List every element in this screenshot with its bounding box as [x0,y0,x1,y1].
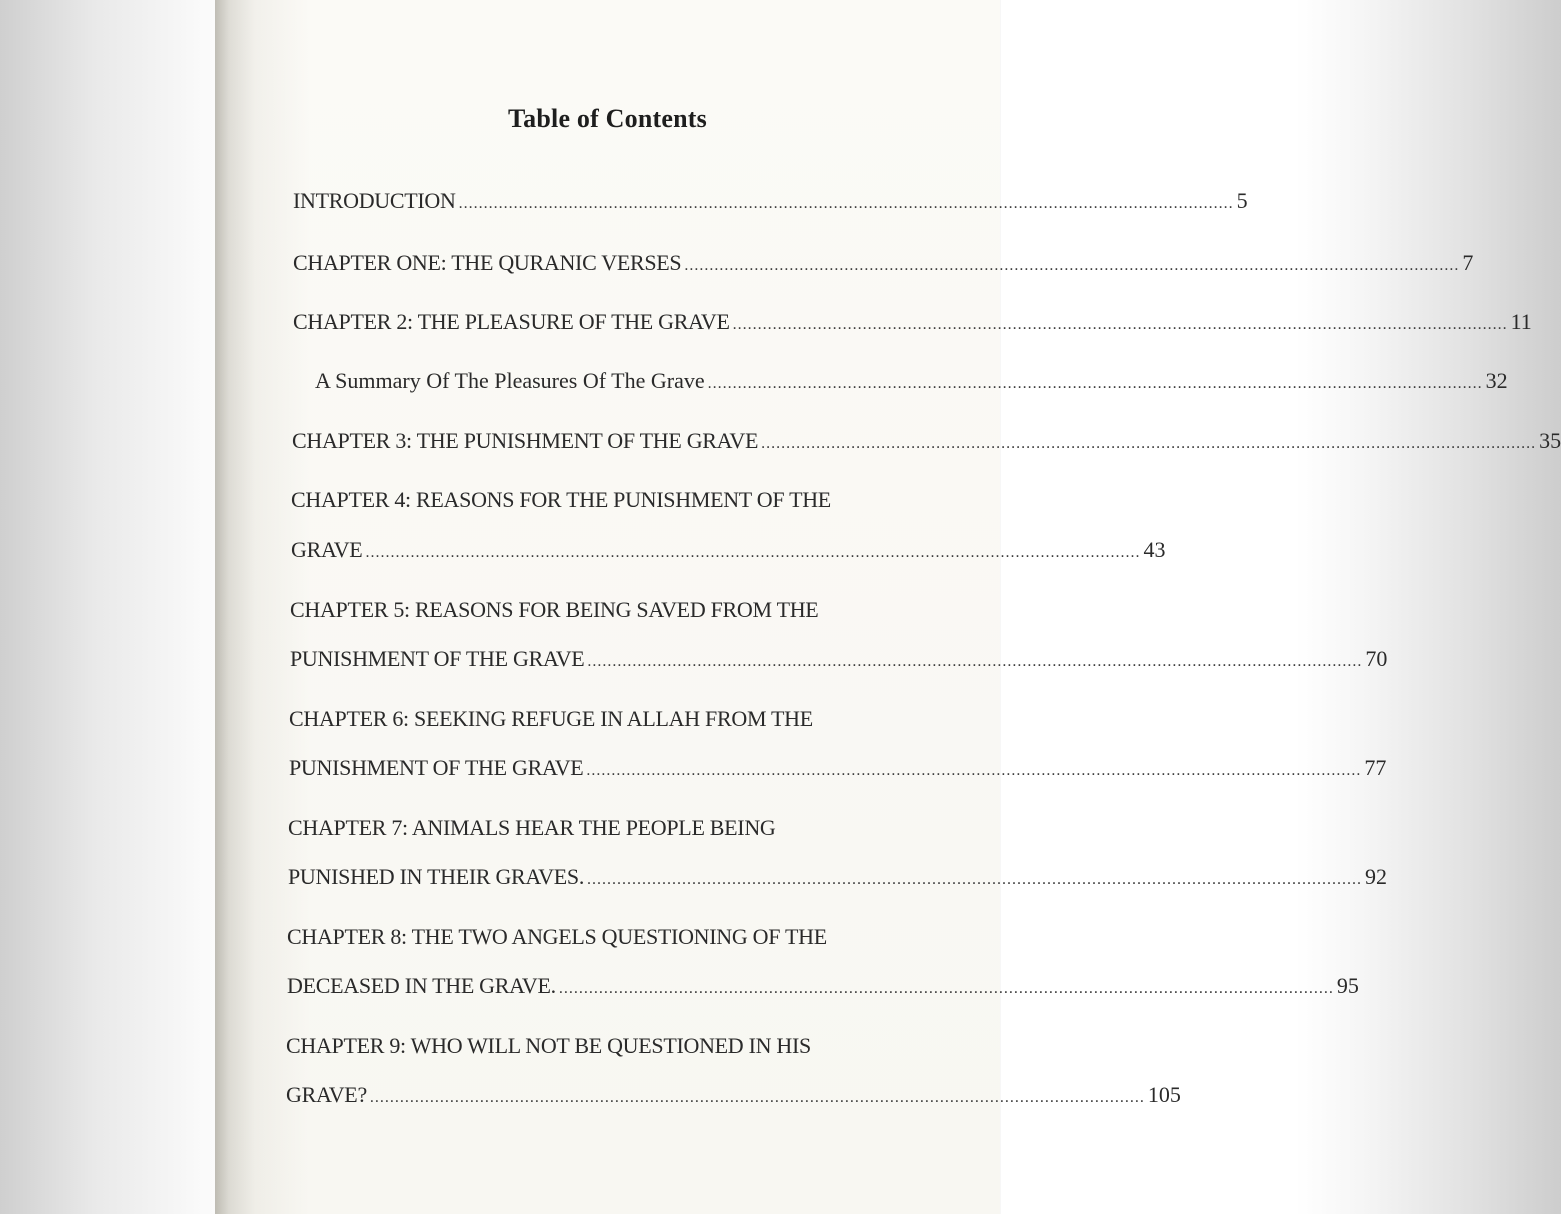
toc-entry-text: GRAVE? [286,1082,367,1107]
leader-dots: ........................................................................................................................................................... [587,871,1363,888]
toc-entry-page: 7 [1462,250,1474,275]
toc-entry-text: PUNISHED IN THEIR GRAVES. [288,864,585,889]
toc-entry-chapter-8-line2 [287,973,1359,999]
toc-entry-text: CHAPTER 6: SEEKING REFUGE IN ALLAH FROM THE [289,706,813,731]
toc-entry-text: INTRODUCTION [293,188,456,213]
table-of-contents [215,0,1561,1214]
toc-entry-text: CHAPTER 2: THE PLEASURE OF THE GRAVE [293,309,730,334]
toc-entry-chapter-4-line2 [291,537,1166,563]
toc-entry-chapter-8-line1 [287,924,907,950]
toc-entry-chapter-6-line2 [289,755,1387,781]
toc-entry-text: CHAPTER 7: ANIMALS HEAR THE PEOPLE BEING [288,815,776,840]
book-page [215,0,1561,1214]
toc-entry-text: CHAPTER 9: WHO WILL NOT BE QUESTIONED IN HIS [286,1033,811,1058]
leader-dots: ........................................................................................................................................................... [684,257,1460,274]
leader-dots: ........................................................................................................................................................... [369,1089,1145,1106]
toc-entry-summary [315,368,1508,394]
toc-entry-text: CHAPTER ONE: THE QURANIC VERSES [293,250,682,275]
toc-entry-text: DECEASED IN THE GRAVE. [287,973,556,998]
leader-dots: ........................................................................................................................................................... [365,544,1141,561]
toc-entry-page: 5 [1236,188,1248,213]
toc-entry-text: A Summary Of The Pleasures Of The Grave [315,368,705,393]
toc-entry-text: CHAPTER 8: THE TWO ANGELS QUESTIONING OF THE [287,924,827,949]
toc-entry-chapter-9-line1 [286,1033,906,1059]
leader-dots: ........................................................................................................................................................... [707,375,1483,392]
toc-entry-chapter-one [293,250,1474,276]
toc-entry-text: GRAVE [291,537,363,562]
toc-entry-page: 70 [1365,646,1388,671]
toc-entry-text: PUNISHMENT OF THE GRAVE [290,646,585,671]
toc-entry-page: 35 [1539,428,1561,453]
toc-entry-page: 92 [1365,864,1388,889]
page-title: Table of Contents [508,104,707,133]
leader-dots: ........................................................................................................................................................... [458,195,1234,212]
toc-entry-page: 43 [1143,537,1166,562]
toc-entry-chapter-3 [292,428,1561,454]
toc-entry-text: CHAPTER 4: REASONS FOR THE PUNISHMENT OF THE [291,487,831,512]
toc-entry-introduction [293,188,1248,214]
toc-entry-page: 11 [1510,309,1532,334]
toc-entry-text: CHAPTER 5: REASONS FOR BEING SAVED FROM THE [290,597,819,622]
toc-entry-chapter-6-line1 [289,706,909,732]
toc-entry-page: 77 [1364,755,1387,780]
toc-entry-chapter-5-line1 [290,597,910,623]
leader-dots: ........................................................................................................................................................... [761,435,1537,452]
toc-entry-chapter-9-line2 [286,1082,1181,1108]
leader-dots: ........................................................................................................................................................... [732,316,1508,333]
toc-entry-chapter-5-line2 [290,646,1388,672]
toc-entry-page: 95 [1336,973,1359,998]
toc-entry-text: CHAPTER 3: THE PUNISHMENT OF THE GRAVE [292,428,759,453]
leader-dots: ........................................................................................................................................................... [558,980,1334,997]
toc-entry-page: 105 [1147,1082,1181,1107]
toc-entry-chapter-4-line1 [291,487,911,513]
toc-entry-chapter-7-line1 [288,815,908,841]
toc-entry-chapter-7-line2 [288,864,1388,890]
leader-dots: ........................................................................................................................................................... [587,653,1363,670]
toc-entry-text: PUNISHMENT OF THE GRAVE [289,755,584,780]
toc-entry-page: 32 [1485,368,1508,393]
leader-dots: ........................................................................................................................................................... [586,762,1362,779]
toc-entry-chapter-2 [293,309,1532,335]
